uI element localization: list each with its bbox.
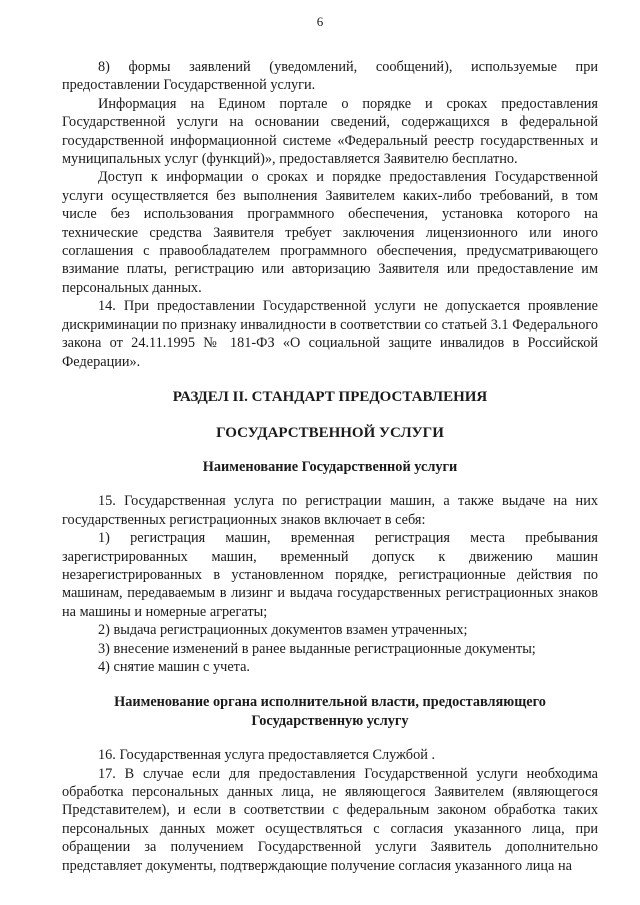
subtitle-authority [62, 693, 598, 730]
subtitle-authority-line-1: Наименование органа исполнительной власти, предоставляющего [114, 694, 546, 711]
paragraph-16: 16. Государственная услуга предоставляется Службой . [98, 747, 436, 764]
list-item-2: 2) выдача регистрационных документов взамен утраченных; [98, 622, 468, 639]
paragraph-access-info: Доступ к информации о сроках и порядке предоставления Государственной услуги осуществляется без выполнения Заявителем каких-либо требований, в том числе без использования программного обеспечения, установка которого на технические средства Заявителя требует заключения лицензионного или иного соглашения с правообладателем программного обеспечения, предусматривающего взимание платы, регистрацию или авторизацию Заявителя или предоставление им персональных данных. [62, 169, 598, 296]
paragraph-14: 14. При предоставлении Государственной услуги не допускается проявление дискриминации по признаку инвалидности в соответствии со статьей 3.1 Федерального закона от 24.11.1995 № 181-ФЗ «О социальной защите инвалидов в Российской Федерации». [62, 298, 598, 370]
paragraph-17: 17. В случае если для предоставления Государственной услуги необходима обработка персональных данных лица, не являющегося Заявителем (являющегося Представителем), и если в соответствии с федеральным законом обработка таких персональных данных может осуществляться с согласия указанного лица, при обращении за получением Государственной услуги Заявитель дополнительно представляет документы, подтверждающие получение согласия указанного лица на [62, 765, 598, 874]
subtitle-authority-line-2: Государственную услугу [251, 712, 409, 729]
document-body [62, 58, 598, 875]
section-title-line-1: РАЗДЕЛ II. СТАНДАРТ ПРЕДОСТАВЛЕНИЯ [172, 388, 488, 405]
paragraph-portal-info: Информация на Едином портале о порядке и сроках предоставления Государственной услуги на основании сведений, содержащихся в федеральной государственной информационной системе «Федеральный реестр государственных и муниципальных услуг (функций)», предоставляется Заявителю бесплатно. [62, 95, 598, 168]
paragraph-15: 15. Государственная услуга по регистрации машин, а также выдаче на них государственных регистрационных знаков включает в себя: [62, 493, 598, 528]
list-item-1: 1) регистрация машин, временная регистрация места пребывания зарегистрированных машин, временный допуск к движению машин незарегистрированных в установленном порядке, регистрационные действия по машинам, передаваемым в лизинг и выдача государственных регистрационных знаков на машины и номерные агрегаты; [62, 530, 598, 620]
page-number: 6 [316, 14, 324, 29]
list-item-4: 4) снятие машин с учета. [98, 658, 251, 675]
paragraph-item-8: 8) формы заявлений (уведомлений, сообщений), используемые при предоставлении Государственной услуги. [62, 59, 598, 94]
list-item-3: 3) внесение изменений в ранее выданные регистрационные документы; [98, 640, 536, 657]
section-title-line-2: ГОСУДАРСТВЕННОЙ УСЛУГИ [216, 424, 444, 441]
subtitle-service-name: Наименование Государственной услуги [202, 458, 458, 475]
